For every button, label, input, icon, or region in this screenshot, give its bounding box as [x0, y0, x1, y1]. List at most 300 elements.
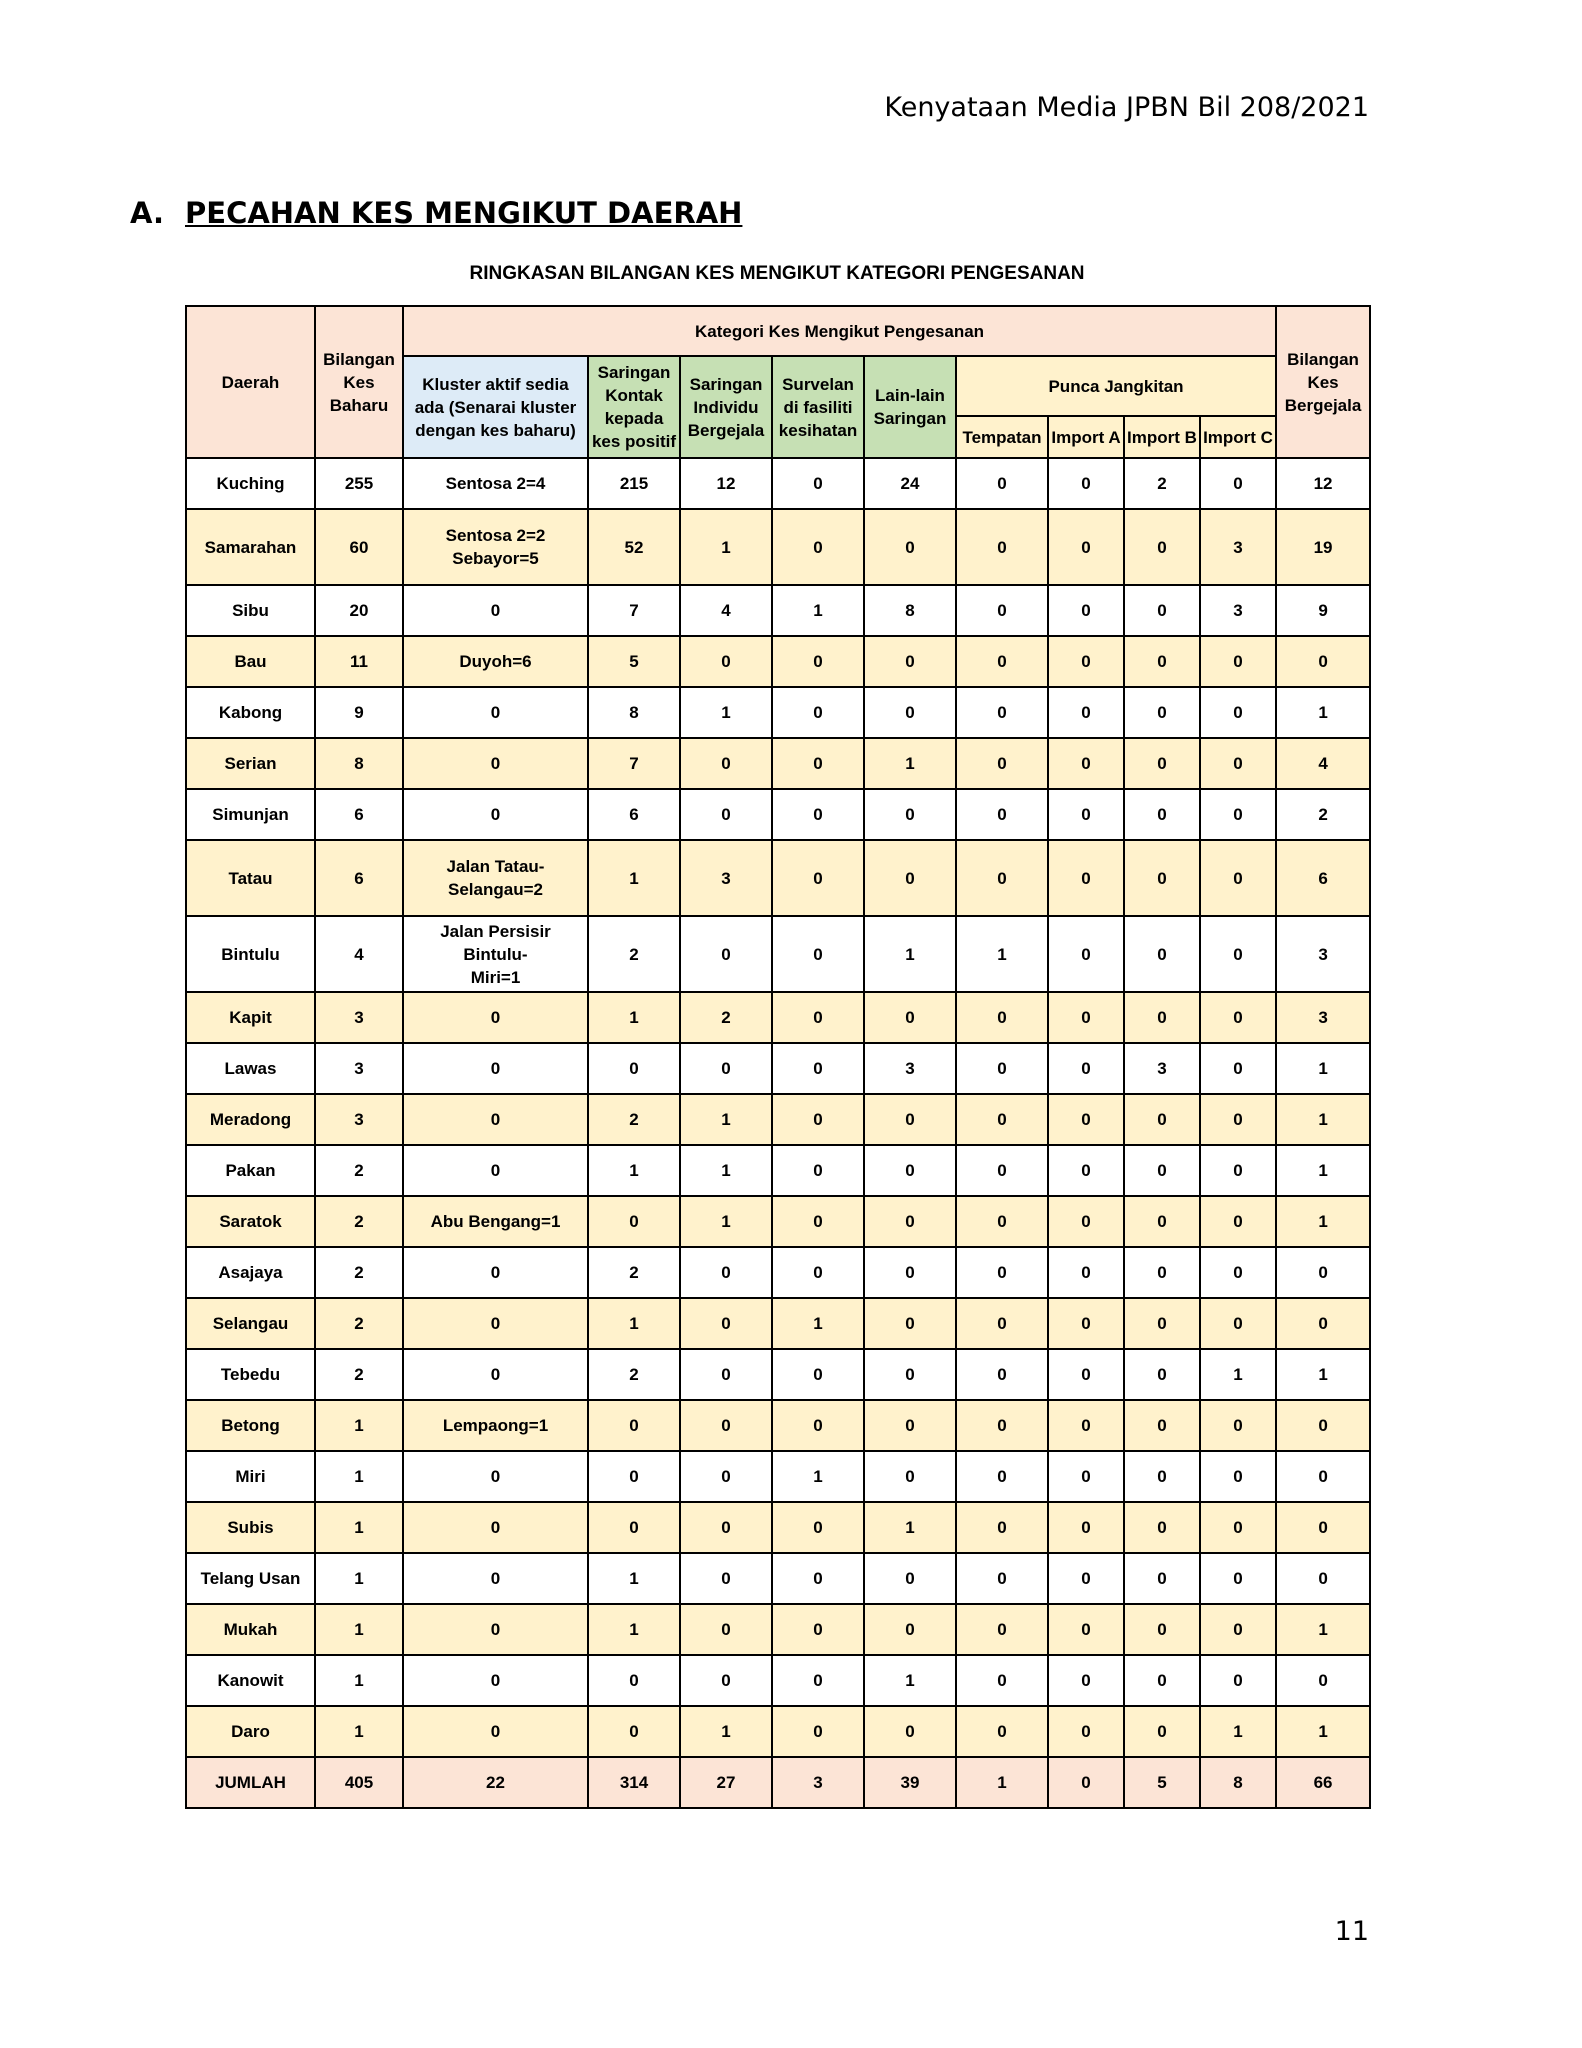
- table-cell: 0: [588, 1043, 680, 1094]
- cell-daerah: Subis: [186, 1502, 315, 1553]
- table-cell: 0: [772, 1094, 864, 1145]
- table-cell: 0: [403, 1451, 588, 1502]
- table-cell: 0: [1048, 1196, 1124, 1247]
- table-cell: 0: [680, 636, 772, 687]
- table-cell: 0: [403, 1247, 588, 1298]
- table-cell: 0: [1048, 1400, 1124, 1451]
- table-cell: 0: [956, 687, 1048, 738]
- table-cell: 0: [1124, 687, 1200, 738]
- table-cell: 1: [588, 1604, 680, 1655]
- table-cell: 0: [403, 1706, 588, 1757]
- table-cell: 0: [403, 1349, 588, 1400]
- table-cell: 0: [956, 1349, 1048, 1400]
- table-cell: 0: [864, 1553, 956, 1604]
- table-cell: 0: [864, 1094, 956, 1145]
- page-number: 11: [1334, 1916, 1369, 1947]
- table-cell: Duyoh=6: [403, 636, 588, 687]
- table-cell: 24: [864, 458, 956, 509]
- table-cell: 9: [1276, 585, 1370, 636]
- table-cell: 1: [680, 1196, 772, 1247]
- table-cell: 0: [772, 1043, 864, 1094]
- table-cell: 2: [588, 1349, 680, 1400]
- total-cell: 66: [1276, 1757, 1370, 1808]
- table-cell: 0: [1124, 1553, 1200, 1604]
- table-cell: 0: [1276, 1400, 1370, 1451]
- table-cell: 0: [864, 1451, 956, 1502]
- table-cell: 1: [588, 840, 680, 916]
- total-cell: 27: [680, 1757, 772, 1808]
- table-cell: 0: [1048, 585, 1124, 636]
- table-cell: 0: [864, 1604, 956, 1655]
- table-cell: 0: [1124, 1196, 1200, 1247]
- table-cell: 0: [1200, 1553, 1276, 1604]
- table-cell: 0: [588, 1400, 680, 1451]
- table-cell: 0: [403, 687, 588, 738]
- table-row: [186, 1043, 1370, 1094]
- cell-daerah: Kapit: [186, 992, 315, 1043]
- table-cell: 2: [1124, 458, 1200, 509]
- table-cell: 0: [956, 1706, 1048, 1757]
- table-cell: 0: [956, 1655, 1048, 1706]
- table-cell: 0: [1124, 1502, 1200, 1553]
- table-row: [186, 1196, 1370, 1247]
- table-cell: 0: [1048, 1706, 1124, 1757]
- table-row: [186, 458, 1370, 509]
- table-cell: 0: [1200, 789, 1276, 840]
- cell-daerah: Bintulu: [186, 916, 315, 992]
- table-cell: 52: [588, 509, 680, 585]
- table-cell: 1: [1276, 1604, 1370, 1655]
- table-cell: 0: [956, 1145, 1048, 1196]
- table-cell: 0: [1276, 1451, 1370, 1502]
- total-cell: 405: [315, 1757, 403, 1808]
- table-cell: 0: [403, 1298, 588, 1349]
- table-cell: 0: [1124, 789, 1200, 840]
- table-cell: 0: [1200, 1502, 1276, 1553]
- table-cell: 0: [1048, 1094, 1124, 1145]
- cell-daerah: Sibu: [186, 585, 315, 636]
- table-cell: 0: [956, 458, 1048, 509]
- table-row: [186, 1094, 1370, 1145]
- table-cell: 2: [315, 1247, 403, 1298]
- table-cell: 0: [772, 1553, 864, 1604]
- table-cell: 0: [864, 789, 956, 840]
- table-cell: Sentosa 2=4: [403, 458, 588, 509]
- table-cell: 0: [1200, 687, 1276, 738]
- table-cell: 0: [680, 789, 772, 840]
- table-cell: 0: [1200, 458, 1276, 509]
- table-cell: 0: [1048, 738, 1124, 789]
- table-cell: 0: [1124, 1247, 1200, 1298]
- table-cell: 0: [772, 1400, 864, 1451]
- table-cell: 0: [680, 1400, 772, 1451]
- table-cell: 0: [1048, 1145, 1124, 1196]
- table-cell: 0: [864, 687, 956, 738]
- table-cell: Jalan Persisir Bintulu- Miri=1: [403, 916, 588, 992]
- table-cell: 6: [588, 789, 680, 840]
- cell-daerah: Betong: [186, 1400, 315, 1451]
- table-cell: 0: [864, 1145, 956, 1196]
- header-kategori: Kategori Kes Mengikut Pengesanan: [403, 306, 1276, 356]
- total-cell: 314: [588, 1757, 680, 1808]
- table-cell: 0: [956, 585, 1048, 636]
- table-cell: 0: [772, 1247, 864, 1298]
- cell-daerah: Kuching: [186, 458, 315, 509]
- table-cell: 0: [1124, 916, 1200, 992]
- table-cell: 3: [315, 1094, 403, 1145]
- header-bilangan-kes-bergejala: Bilangan Kes Bergejala: [1276, 306, 1370, 458]
- table-cell: 0: [1124, 840, 1200, 916]
- cell-daerah: Bau: [186, 636, 315, 687]
- cell-daerah: Asajaya: [186, 1247, 315, 1298]
- table-cell: 0: [1048, 840, 1124, 916]
- table-cell: 1: [315, 1604, 403, 1655]
- table-cell: 0: [956, 509, 1048, 585]
- table-cell: 1: [680, 687, 772, 738]
- table-cell: 0: [588, 1196, 680, 1247]
- table-cell: 1: [588, 1553, 680, 1604]
- table-cell: 0: [864, 840, 956, 916]
- table-cell: 0: [680, 1298, 772, 1349]
- table-cell: 2: [315, 1196, 403, 1247]
- table-cell: 1: [1200, 1349, 1276, 1400]
- total-cell: 1: [956, 1757, 1048, 1808]
- table-body: [186, 458, 1370, 1808]
- table-row: [186, 789, 1370, 840]
- table-cell: 1: [1276, 1706, 1370, 1757]
- summary-table: [185, 305, 1371, 1809]
- table-cell: 0: [956, 1196, 1048, 1247]
- cell-daerah: Kanowit: [186, 1655, 315, 1706]
- table-cell: 0: [1124, 1145, 1200, 1196]
- table-cell: 0: [1276, 1247, 1370, 1298]
- table-cell: 1: [772, 585, 864, 636]
- table-cell: 7: [588, 585, 680, 636]
- table-cell: 1: [588, 1145, 680, 1196]
- table-row: [186, 992, 1370, 1043]
- table-cell: 0: [864, 1400, 956, 1451]
- table-cell: 3: [1276, 916, 1370, 992]
- table-cell: 1: [315, 1502, 403, 1553]
- table-cell: 0: [680, 1247, 772, 1298]
- total-row: [186, 1757, 1370, 1808]
- table-cell: 0: [772, 458, 864, 509]
- table-row: [186, 585, 1370, 636]
- table-cell: 0: [1124, 1706, 1200, 1757]
- table-cell: 6: [315, 840, 403, 916]
- table-cell: 0: [680, 1604, 772, 1655]
- table-cell: 8: [588, 687, 680, 738]
- total-cell: 0: [1048, 1757, 1124, 1808]
- table-cell: 6: [315, 789, 403, 840]
- cell-daerah: Samarahan: [186, 509, 315, 585]
- cell-daerah: Selangau: [186, 1298, 315, 1349]
- table-row: [186, 1451, 1370, 1502]
- header-survelan: Survelan di fasiliti kesihatan: [772, 356, 864, 458]
- table-cell: 2: [588, 1094, 680, 1145]
- table-cell: 0: [1200, 1400, 1276, 1451]
- table-cell: 0: [403, 1502, 588, 1553]
- table-cell: 0: [403, 992, 588, 1043]
- table-cell: 0: [956, 789, 1048, 840]
- table-cell: 0: [1124, 636, 1200, 687]
- table-row: [186, 840, 1370, 916]
- table-cell: 1: [1276, 1043, 1370, 1094]
- cell-daerah: Telang Usan: [186, 1553, 315, 1604]
- table-cell: 3: [315, 992, 403, 1043]
- table-cell: 0: [1276, 1553, 1370, 1604]
- cell-daerah: Saratok: [186, 1196, 315, 1247]
- table-cell: 0: [1048, 1655, 1124, 1706]
- table-cell: 0: [680, 1349, 772, 1400]
- table-cell: 0: [864, 509, 956, 585]
- table-cell: 0: [956, 1451, 1048, 1502]
- table-row: [186, 1706, 1370, 1757]
- table-cell: 0: [772, 1706, 864, 1757]
- table-cell: 0: [403, 1604, 588, 1655]
- table-row: [186, 1553, 1370, 1604]
- table-cell: 0: [1048, 1502, 1124, 1553]
- table-row: [186, 509, 1370, 585]
- table-cell: 0: [680, 1043, 772, 1094]
- table-cell: 0: [772, 916, 864, 992]
- table-cell: 5: [588, 636, 680, 687]
- table-cell: 0: [588, 1502, 680, 1553]
- table-cell: 0: [1200, 738, 1276, 789]
- table-cell: 0: [772, 789, 864, 840]
- table-row: [186, 1145, 1370, 1196]
- table-cell: 0: [403, 1145, 588, 1196]
- section-heading: [130, 196, 742, 230]
- table-cell: 0: [1048, 1553, 1124, 1604]
- section-number: A.: [130, 196, 164, 230]
- table-cell: 0: [1276, 1298, 1370, 1349]
- table-cell: 2: [315, 1145, 403, 1196]
- table-cell: 0: [1048, 1451, 1124, 1502]
- table-cell: 0: [864, 1349, 956, 1400]
- table-cell: 1: [680, 1145, 772, 1196]
- table-cell: 1: [1276, 1094, 1370, 1145]
- cell-daerah: Tebedu: [186, 1349, 315, 1400]
- table-cell: 0: [403, 1043, 588, 1094]
- header-import-b: Import B: [1124, 416, 1200, 458]
- table-cell: 255: [315, 458, 403, 509]
- table-cell: Sentosa 2=2 Sebayor=5: [403, 509, 588, 585]
- table-cell: 2: [315, 1298, 403, 1349]
- table-cell: Lempaong=1: [403, 1400, 588, 1451]
- table-cell: 0: [1276, 636, 1370, 687]
- table-cell: 0: [1048, 992, 1124, 1043]
- header-saringan-kontak: Saringan Kontak kepada kes positif: [588, 356, 680, 458]
- table-cell: 0: [1276, 1655, 1370, 1706]
- table-cell: 0: [1124, 1400, 1200, 1451]
- section-title: PECAHAN KES MENGIKUT DAERAH: [185, 196, 743, 230]
- table-cell: 0: [772, 1604, 864, 1655]
- table-cell: 0: [1200, 992, 1276, 1043]
- table-cell: 0: [1124, 992, 1200, 1043]
- table-cell: 0: [1200, 1094, 1276, 1145]
- table-cell: 0: [772, 1196, 864, 1247]
- table-cell: 0: [1124, 1298, 1200, 1349]
- total-cell: 8: [1200, 1757, 1276, 1808]
- table-cell: 0: [864, 1706, 956, 1757]
- table-cell: 0: [403, 585, 588, 636]
- table-cell: 0: [403, 1094, 588, 1145]
- table-cell: 3: [1276, 992, 1370, 1043]
- table-cell: 0: [956, 840, 1048, 916]
- table-cell: 0: [772, 1655, 864, 1706]
- cell-daerah: Lawas: [186, 1043, 315, 1094]
- table-row: [186, 1655, 1370, 1706]
- cell-daerah: Daro: [186, 1706, 315, 1757]
- cell-daerah: Serian: [186, 738, 315, 789]
- table-cell: 215: [588, 458, 680, 509]
- table-cell: 2: [588, 1247, 680, 1298]
- table-cell: Jalan Tatau- Selangau=2: [403, 840, 588, 916]
- table-row: [186, 1604, 1370, 1655]
- header-import-c: Import C: [1200, 416, 1276, 458]
- table-cell: 0: [772, 1349, 864, 1400]
- table-cell: 0: [403, 1655, 588, 1706]
- table-cell: 0: [1200, 1145, 1276, 1196]
- table-cell: 1: [315, 1706, 403, 1757]
- table-cell: 2: [588, 916, 680, 992]
- table-cell: 0: [680, 738, 772, 789]
- table-cell: 0: [772, 636, 864, 687]
- table-cell: 0: [772, 509, 864, 585]
- table-cell: 3: [1124, 1043, 1200, 1094]
- table-cell: 0: [864, 1196, 956, 1247]
- table-cell: 1: [315, 1451, 403, 1502]
- table-row: [186, 1247, 1370, 1298]
- table-cell: 9: [315, 687, 403, 738]
- table-cell: 3: [315, 1043, 403, 1094]
- table-cell: 4: [680, 585, 772, 636]
- table-cell: 1: [680, 1094, 772, 1145]
- table-cell: 3: [864, 1043, 956, 1094]
- table-cell: 0: [1048, 458, 1124, 509]
- table-cell: 19: [1276, 509, 1370, 585]
- table-row: [186, 1349, 1370, 1400]
- table-cell: 11: [315, 636, 403, 687]
- table-cell: 1: [956, 916, 1048, 992]
- table-cell: 0: [1200, 636, 1276, 687]
- table-cell: 0: [956, 1043, 1048, 1094]
- cell-daerah: Kabong: [186, 687, 315, 738]
- table-cell: 0: [1048, 1604, 1124, 1655]
- table-cell: 60: [315, 509, 403, 585]
- table-cell: 1: [1276, 1196, 1370, 1247]
- total-cell: 39: [864, 1757, 956, 1808]
- table-cell: 0: [588, 1706, 680, 1757]
- table-cell: 0: [1124, 1655, 1200, 1706]
- table-cell: 0: [403, 738, 588, 789]
- table-cell: 0: [864, 1247, 956, 1298]
- cell-daerah: Tatau: [186, 840, 315, 916]
- table-cell: 1: [315, 1655, 403, 1706]
- table-cell: 0: [1124, 1094, 1200, 1145]
- table-cell: 0: [772, 840, 864, 916]
- table-cell: 8: [864, 585, 956, 636]
- table-cell: 0: [1048, 636, 1124, 687]
- table-cell: 0: [1200, 916, 1276, 992]
- table-cell: 1: [680, 1706, 772, 1757]
- table-row: [186, 1400, 1370, 1451]
- table-cell: 1: [588, 1298, 680, 1349]
- header-kluster: Kluster aktif sedia ada (Senarai kluster dengan kes baharu): [403, 356, 588, 458]
- total-cell: 3: [772, 1757, 864, 1808]
- table-cell: 1: [772, 1451, 864, 1502]
- table-row: [186, 738, 1370, 789]
- table-cell: 0: [1048, 1247, 1124, 1298]
- header-import-a: Import A: [1048, 416, 1124, 458]
- table-cell: 1: [1276, 1145, 1370, 1196]
- table-cell: 0: [1048, 687, 1124, 738]
- table-cell: 0: [864, 1298, 956, 1349]
- table-cell: 0: [956, 636, 1048, 687]
- table-cell: 1: [864, 1502, 956, 1553]
- table-cell: 0: [680, 1655, 772, 1706]
- table-cell: 0: [1048, 789, 1124, 840]
- table-cell: 0: [1276, 1502, 1370, 1553]
- table-cell: 1: [864, 738, 956, 789]
- table-cell: 6: [1276, 840, 1370, 916]
- table-cell: 1: [1276, 687, 1370, 738]
- cell-daerah: Meradong: [186, 1094, 315, 1145]
- table-cell: 0: [403, 789, 588, 840]
- table-cell: 0: [956, 1553, 1048, 1604]
- header-bilangan-kes-baharu: Bilangan Kes Baharu: [315, 306, 403, 458]
- header-punca-jangkitan: Punca Jangkitan: [956, 356, 1276, 416]
- table-cell: 3: [1200, 585, 1276, 636]
- table-row: [186, 687, 1370, 738]
- table-cell: 1: [315, 1400, 403, 1451]
- header-tempatan: Tempatan: [956, 416, 1048, 458]
- table-cell: 0: [956, 738, 1048, 789]
- table-row: [186, 1298, 1370, 1349]
- table-cell: 0: [1124, 509, 1200, 585]
- table-cell: 0: [864, 992, 956, 1043]
- table-cell: 8: [315, 738, 403, 789]
- cell-daerah: Pakan: [186, 1145, 315, 1196]
- table-cell: 1: [864, 916, 956, 992]
- table-cell: 0: [1124, 1349, 1200, 1400]
- table-cell: 0: [956, 992, 1048, 1043]
- total-cell: 22: [403, 1757, 588, 1808]
- table-cell: 0: [1048, 1298, 1124, 1349]
- table-row: [186, 636, 1370, 687]
- table-cell: 4: [1276, 738, 1370, 789]
- table-cell: 0: [864, 636, 956, 687]
- total-label: JUMLAH: [186, 1757, 315, 1808]
- table-cell: 0: [680, 1553, 772, 1604]
- table-cell: 1: [680, 509, 772, 585]
- table-cell: 0: [1048, 1349, 1124, 1400]
- table-cell: 0: [1124, 1451, 1200, 1502]
- table-cell: 0: [956, 1298, 1048, 1349]
- table-cell: 0: [588, 1451, 680, 1502]
- table-cell: 0: [1124, 585, 1200, 636]
- table-caption: RINGKASAN BILANGAN KES MENGIKUT KATEGORI PENGESANAN: [469, 263, 1085, 284]
- table-cell: 12: [1276, 458, 1370, 509]
- table-cell: 0: [1200, 1043, 1276, 1094]
- total-cell: 5: [1124, 1757, 1200, 1808]
- table-cell: 0: [1124, 1604, 1200, 1655]
- table-cell: 0: [956, 1400, 1048, 1451]
- table-cell: 0: [1200, 1655, 1276, 1706]
- document-reference: Kenyataan Media JPBN Bil 208/2021: [884, 92, 1369, 123]
- table-cell: 2: [1276, 789, 1370, 840]
